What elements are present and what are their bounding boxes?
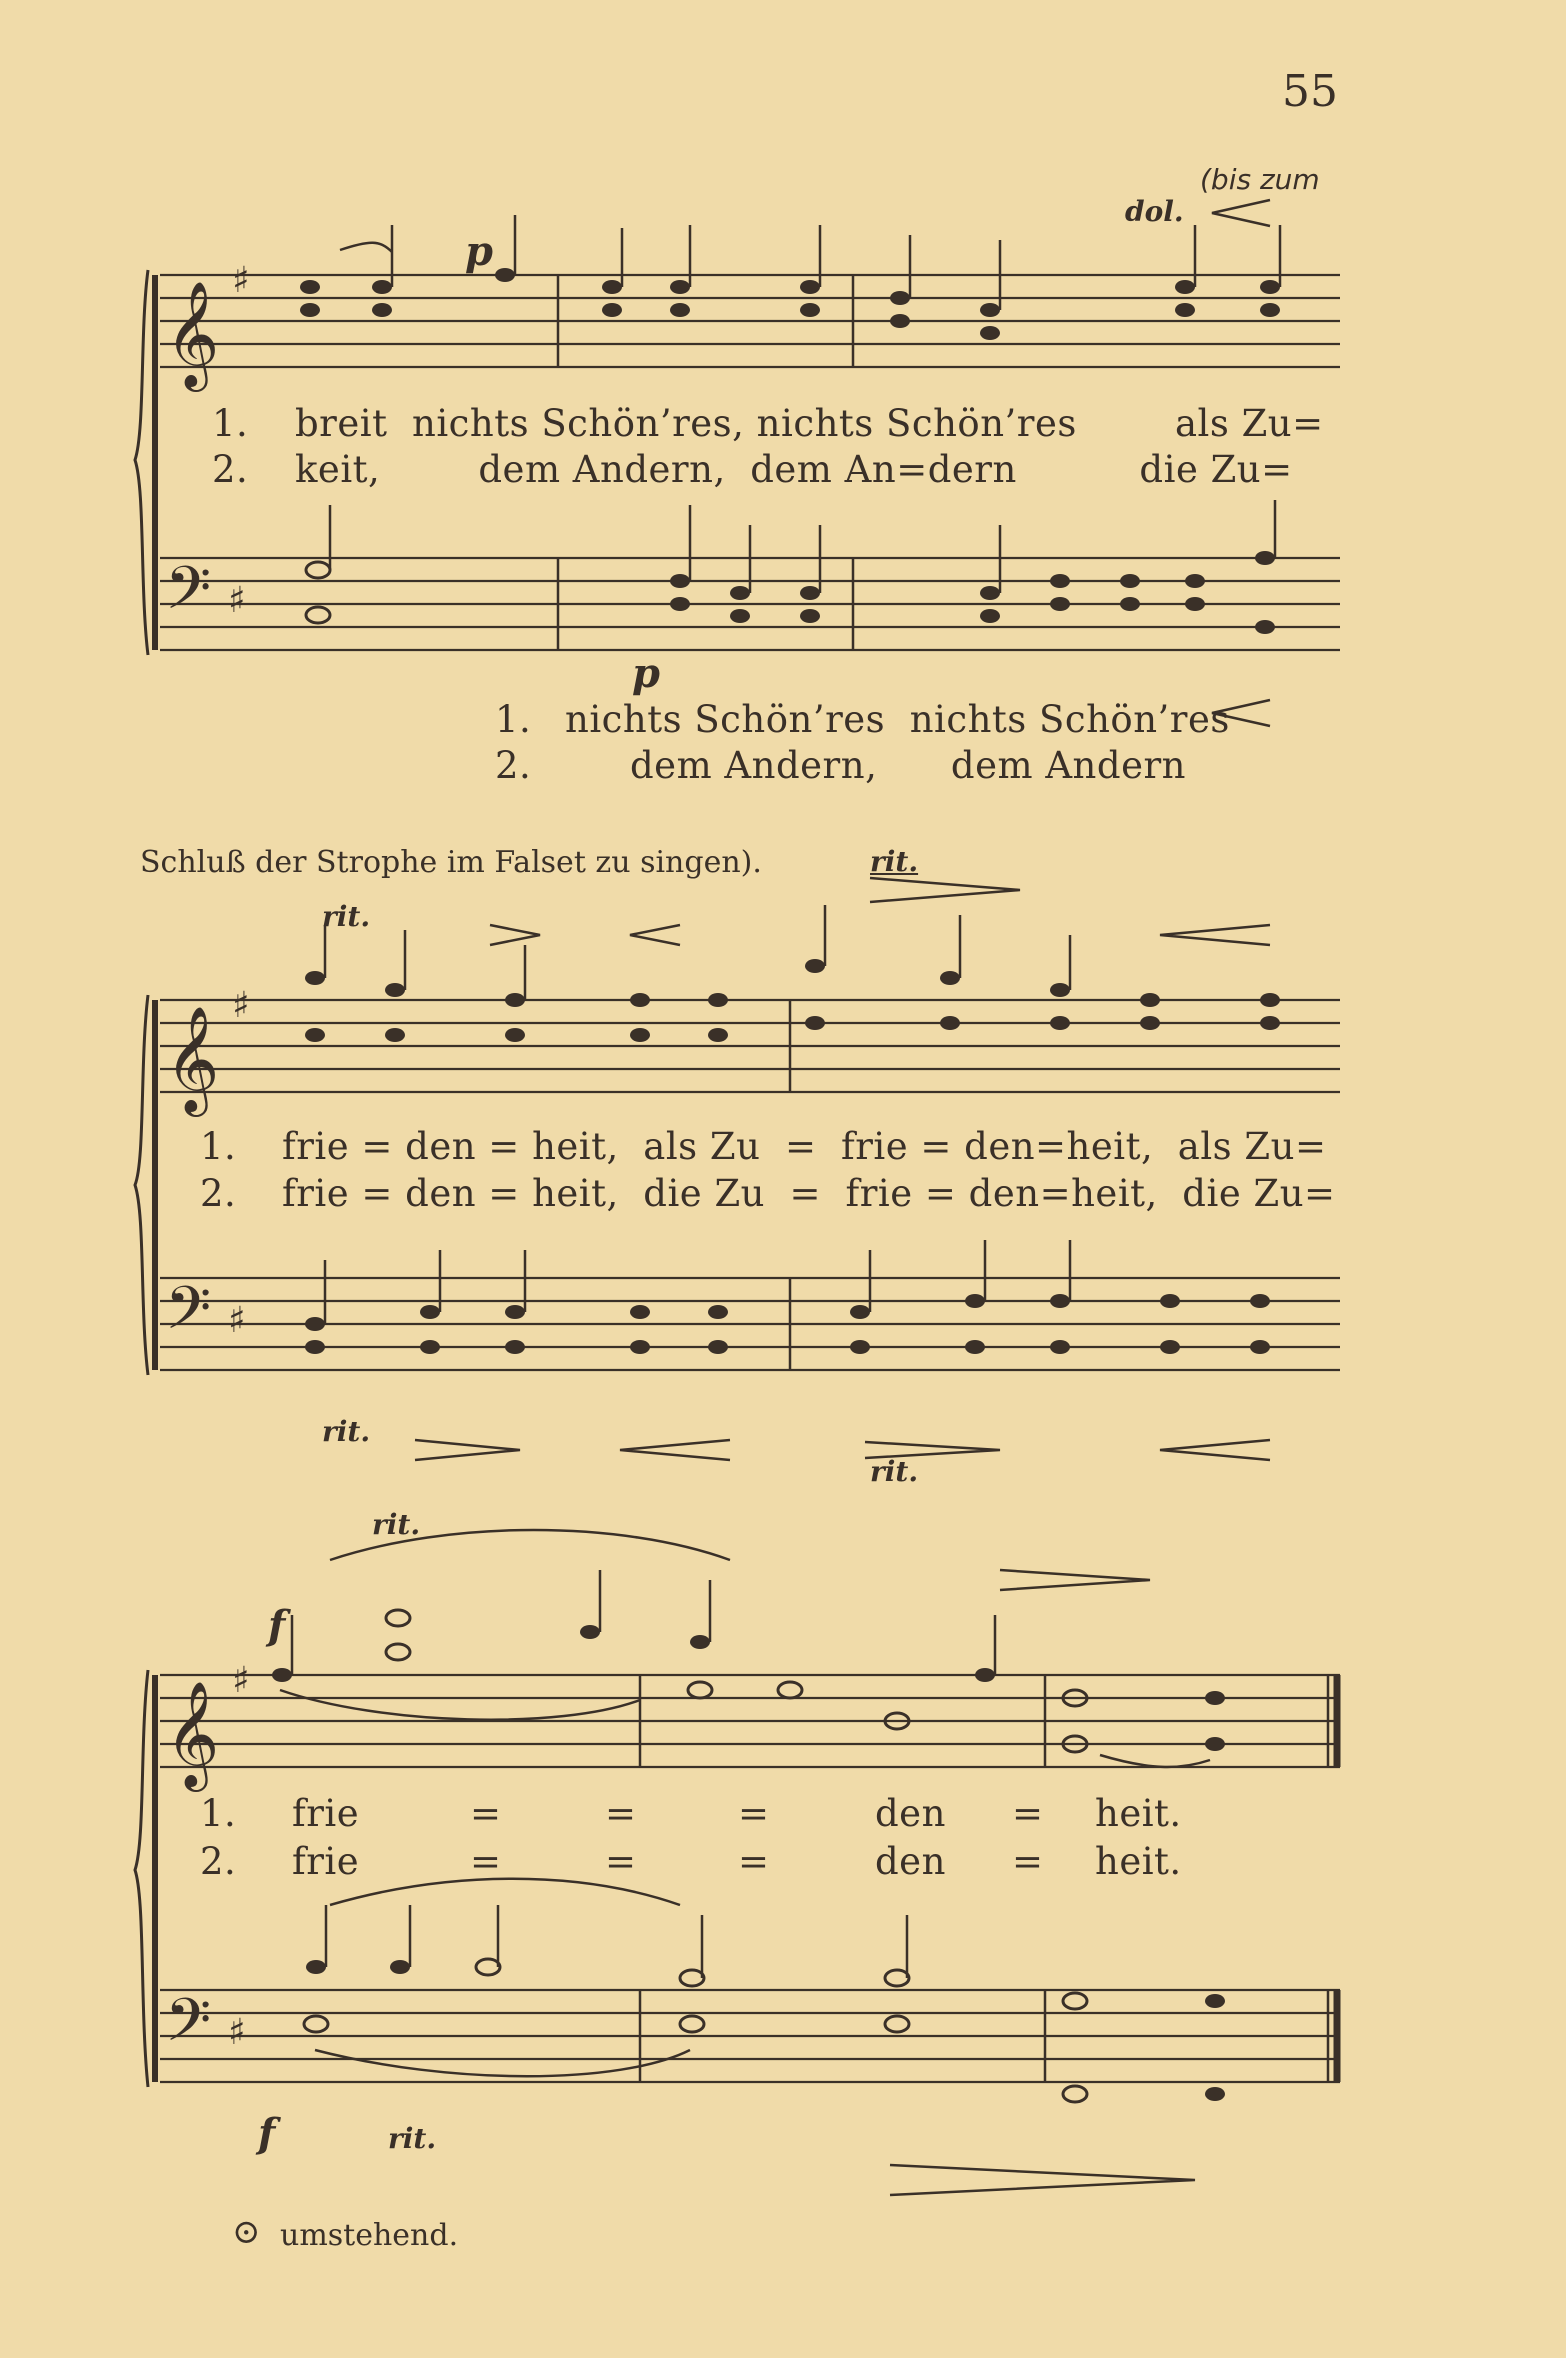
- svg-text:𝄞: 𝄞: [165, 1680, 220, 1787]
- footnote-text: umstehend.: [280, 2218, 459, 2253]
- lyric-s3-v1-w5: den: [875, 1792, 946, 1835]
- lyric-s2-v2: frie = den = heit, die Zu = frie = den=heit, die Zu=: [282, 1172, 1336, 1215]
- lyric-s3-v1-w3: =: [605, 1792, 637, 1835]
- page-number: 55: [1282, 66, 1338, 117]
- dynamic-p-upper: p: [465, 228, 493, 275]
- lyric-s3-v2-w4: =: [738, 1840, 770, 1883]
- falset-instruction: Schluß der Strophe im Falset zu singen).: [140, 845, 762, 880]
- barlines: [558, 275, 1328, 2082]
- svg-text:𝄞: 𝄞: [165, 280, 220, 387]
- svg-text:♯: ♯: [232, 1660, 250, 1701]
- lyric-s1-bass-v1-num: 1.: [495, 698, 532, 741]
- dolce-mark: dol.: [1125, 195, 1184, 228]
- rit-mark-s2-bass-left: rit.: [322, 1415, 371, 1448]
- lyric-s3-v1-w2: =: [470, 1792, 502, 1835]
- svg-text:𝄞: 𝄞: [165, 1005, 220, 1112]
- svg-text:♯: ♯: [232, 985, 250, 1026]
- lyric-s3-v1-w4: =: [738, 1792, 770, 1835]
- lyric-s1-bass-v1: nichts Schön’res nichts Schön’res: [565, 698, 1230, 741]
- svg-text:𝄢: 𝄢: [165, 1985, 212, 2069]
- rit-mark-s3-lower: rit.: [388, 2122, 437, 2155]
- lyric-s1-v1-num: 1.: [212, 402, 249, 445]
- lyric-s1-bass-v2-num: 2.: [495, 744, 532, 787]
- lyric-s3-v2-w5: den: [875, 1840, 946, 1883]
- lyric-s3-v2-w1: frie: [292, 1840, 360, 1883]
- clefs: [165, 260, 249, 2069]
- rit-mark-s2-top: rit.: [870, 845, 919, 878]
- lyric-s1-v2-num: 2.: [212, 448, 249, 491]
- lyric-s1-bass-v2: dem Andern, dem Andern: [630, 744, 1186, 787]
- lyric-s1-v2: keit, dem Andern, dem An=dern die Zu=: [295, 448, 1293, 491]
- lyric-s3-v1-w1: frie: [292, 1792, 360, 1835]
- dynamic-p-lower: p: [632, 650, 660, 697]
- svg-text:♯: ♯: [232, 260, 250, 301]
- brace-lines: [135, 270, 148, 2087]
- rit-mark-s3-top: rit.: [372, 1508, 421, 1541]
- lyric-s3-v1-num: 1.: [200, 1792, 237, 1835]
- svg-text:𝄢: 𝄢: [165, 553, 212, 637]
- footnote-symbol: ⊙: [232, 2212, 261, 2252]
- lyric-s3-v1-w6: =: [1012, 1792, 1044, 1835]
- svg-text:♯: ♯: [228, 2012, 246, 2053]
- expression-lines: [280, 200, 1270, 2195]
- note-heads: [272, 268, 1280, 2102]
- lyric-s3-v2-w7: heit.: [1095, 1840, 1182, 1883]
- rit-mark-s2-treble: rit.: [322, 900, 371, 933]
- lyric-s2-v1-num: 1.: [200, 1125, 237, 1168]
- svg-text:♯: ♯: [228, 1300, 246, 1341]
- note-stems: [292, 215, 1280, 1978]
- bis-zum-note: (bis zum: [1200, 163, 1320, 196]
- lyric-s2-v1: frie = den = heit, als Zu = frie = den=heit, als Zu=: [282, 1125, 1327, 1168]
- svg-text:𝄢: 𝄢: [165, 1273, 212, 1357]
- lyric-s3-v2-w3: =: [605, 1840, 637, 1883]
- lyric-s3-v2-w6: =: [1012, 1840, 1044, 1883]
- svg-text:♯: ♯: [228, 580, 246, 621]
- dynamic-f-lower: f: [258, 2110, 276, 2157]
- lyric-s3-v2-num: 2.: [200, 1840, 237, 1883]
- lyric-s3-v1-w7: heit.: [1095, 1792, 1182, 1835]
- lyric-s3-v2-w2: =: [470, 1840, 502, 1883]
- dynamic-f-upper: f: [268, 1602, 286, 1649]
- lyric-s1-v1: breit nichts Schön’res, nichts Schön’res als Zu=: [295, 402, 1324, 445]
- lyric-s2-v2-num: 2.: [200, 1172, 237, 1215]
- rit-mark-s2-bass-right: rit.: [870, 1455, 919, 1488]
